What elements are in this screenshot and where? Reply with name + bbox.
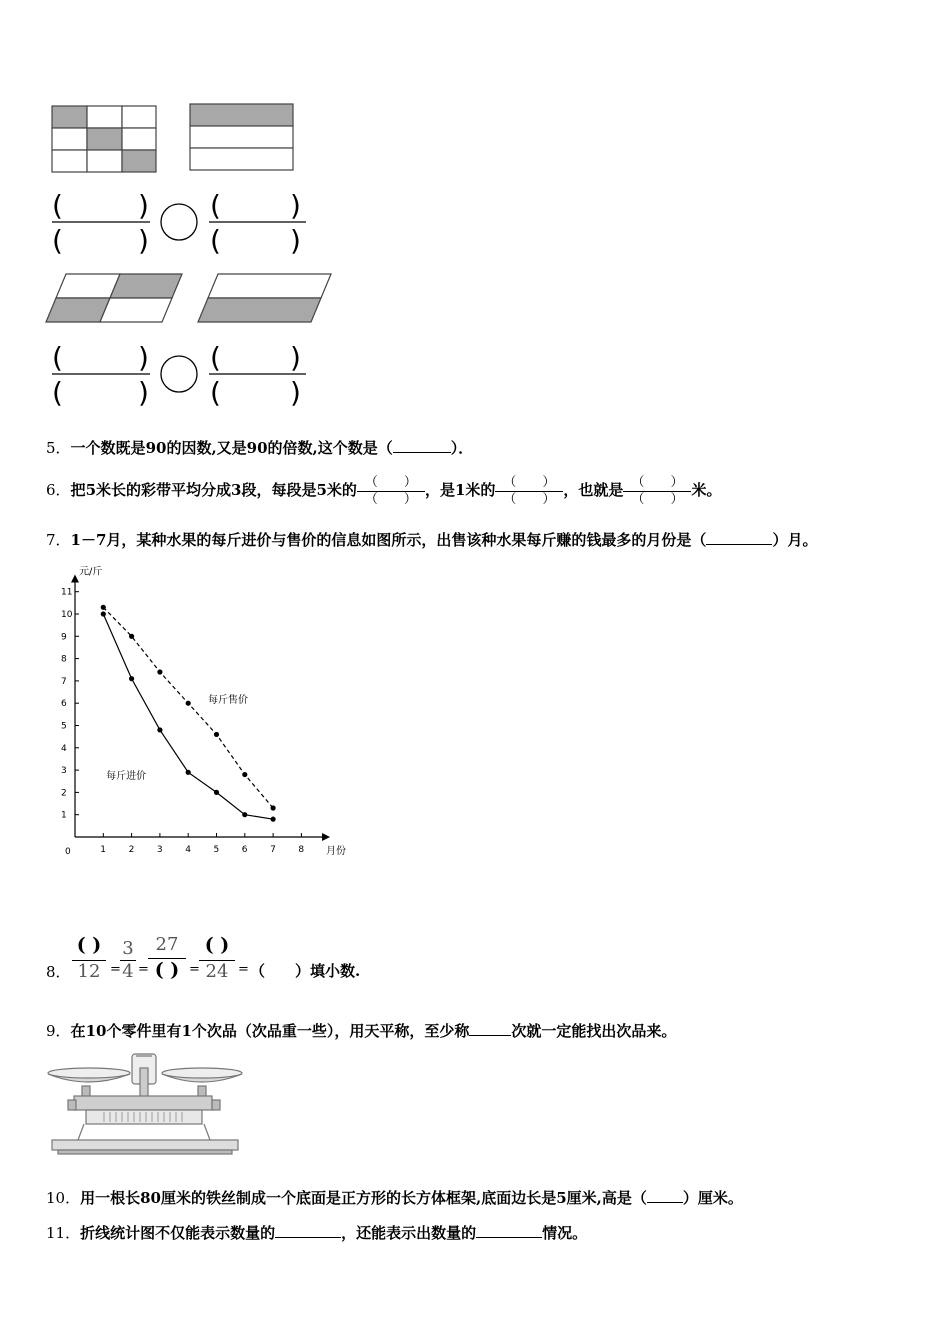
frac3-top: 27 <box>155 934 179 955</box>
frac4-bottom: 24 <box>205 961 229 982</box>
equals-sign: = <box>238 962 249 977</box>
price-line-chart <box>44 560 364 870</box>
y-tick-label: 3 <box>61 766 67 777</box>
data-point <box>242 772 247 777</box>
frac2-bottom: 4 <box>122 961 134 982</box>
y-tick-label: 2 <box>61 788 67 799</box>
question-number: 10． <box>46 1189 81 1207</box>
question-6 <box>46 470 721 510</box>
q7-text: 1－7月，某种水果的每斤进价与售价的信息如图所示，出售该种水果每斤赚的钱最多的月份是（ <box>70 531 707 549</box>
q6-text: 米。 <box>691 481 722 499</box>
q5-number: 90 <box>246 439 268 457</box>
fraction-4 <box>199 934 235 982</box>
frac2-top: 3 <box>122 938 134 959</box>
x-tick-label: 3 <box>156 845 163 855</box>
data-point <box>271 805 276 810</box>
q6-number: 1 <box>454 481 466 499</box>
q10-number: 80 <box>140 1189 161 1207</box>
data-point <box>214 732 219 737</box>
x-tick-label: 1 <box>100 845 107 855</box>
q5-text: ）． <box>450 439 474 457</box>
series-line-2 <box>103 614 273 819</box>
origin-label: 0 <box>65 847 71 857</box>
q6-text: 段，每段是 <box>241 481 317 499</box>
fraction-blank[interactable]: $\frac{( )}{( )}$ <box>623 475 691 508</box>
balance-scale-image <box>44 1050 244 1160</box>
fraction-row-1 <box>52 204 306 240</box>
q9-text: 个次品（次品重一些），用天平称，至少称 <box>191 1022 470 1040</box>
data-point <box>214 790 219 795</box>
fraction-1 <box>72 934 106 982</box>
data-point <box>186 701 191 706</box>
q10-text: 厘米,高是（ <box>566 1189 647 1207</box>
x-axis-arrow <box>322 833 330 841</box>
series-label-sale: 每斤售价 <box>208 695 249 707</box>
answer-blank[interactable] <box>476 1223 542 1238</box>
q11-text: ，还能表示出数量的 <box>341 1224 477 1242</box>
equals-sign: = <box>110 962 121 977</box>
fraction-3 <box>148 934 186 981</box>
parallelogram-quarters-shape <box>46 274 182 322</box>
paren-close: ) <box>138 224 149 257</box>
q10-number: 5 <box>556 1189 567 1207</box>
frac3-bottom[interactable]: ( ) <box>154 959 180 981</box>
q5-text: 的倍数,这个数是（ <box>267 439 393 457</box>
data-point <box>157 727 162 732</box>
q10-text: 用一根长 <box>80 1189 141 1207</box>
q11-text: 情况。 <box>542 1224 588 1242</box>
grid-3x3-shape <box>52 106 156 172</box>
paren-open: ( <box>210 224 221 257</box>
y-tick-label: 4 <box>61 743 67 754</box>
question-number: 7． <box>46 531 71 549</box>
paren-close: ) <box>138 376 149 409</box>
data-point <box>157 669 162 674</box>
frac1-bottom: 12 <box>77 961 101 982</box>
frac1-top[interactable]: ( ) <box>76 934 102 956</box>
answer-blank[interactable] <box>469 1021 511 1036</box>
x-tick-label: 2 <box>128 845 135 855</box>
paren-close: ) <box>290 376 301 409</box>
x-tick-label: 8 <box>298 845 305 855</box>
q10-text: 厘米的铁丝制成一个底面是正方形的长方体框架,底面边长是 <box>160 1189 557 1207</box>
q6-text: ，是 <box>424 481 455 499</box>
three-rows-shape <box>190 104 293 170</box>
y-tick-label: 11 <box>61 587 73 598</box>
data-point <box>242 812 247 817</box>
data-point <box>101 611 106 616</box>
fraction-2 <box>120 938 136 982</box>
q6-text: 米长的彩带平均分成 <box>96 481 232 499</box>
q7-text: ）月。 <box>772 531 818 549</box>
fraction-blank[interactable]: $\frac{( )}{( )}$ <box>495 475 563 508</box>
question-9 <box>46 1020 676 1041</box>
q9-text: 在 <box>70 1022 86 1040</box>
y-axis-arrow <box>71 575 79 583</box>
paren-close: ) <box>290 189 301 222</box>
paren-close: ) <box>290 224 301 257</box>
q6-number: 5 <box>85 481 96 499</box>
y-tick-label: 10 <box>61 610 73 620</box>
q10-text: ）厘米。 <box>682 1189 743 1207</box>
paren-open: ( <box>52 376 63 409</box>
paren-open: ( <box>210 376 221 409</box>
series-label-cost: 每斤进价 <box>106 771 147 783</box>
q11-text: 折线统计图不仅能表示数量的 <box>80 1224 276 1242</box>
question-number: 8． <box>46 963 71 981</box>
q6-text: 米的 <box>465 481 496 499</box>
answer-blank[interactable] <box>647 1188 683 1203</box>
question-5 <box>46 437 473 458</box>
question-10 <box>46 1187 743 1208</box>
question-11 <box>46 1222 587 1243</box>
question-number: 11． <box>46 1224 81 1242</box>
q6-number: 5 <box>316 481 327 499</box>
x-tick-label: 7 <box>270 845 276 855</box>
x-axis-label: 月份 <box>326 846 347 857</box>
y-axis-label: 元/斤 <box>79 566 103 578</box>
question-number: 5． <box>46 439 71 457</box>
paren-open: ( <box>52 189 63 222</box>
data-point <box>186 770 191 775</box>
parallelogram-halves-shape <box>198 274 331 322</box>
paren-open: ( <box>210 189 221 222</box>
question-number: 6． <box>46 481 71 499</box>
q9-text: 个零件里有 <box>106 1022 182 1040</box>
paren-close: ) <box>138 189 149 222</box>
paren-open: ( <box>52 341 63 374</box>
y-tick-label: 9 <box>61 632 67 643</box>
frac4-top[interactable]: ( ) <box>204 934 230 956</box>
y-tick-label: 5 <box>61 721 67 732</box>
y-tick-label: 8 <box>61 654 67 665</box>
x-tick-label: 4 <box>185 845 191 855</box>
fraction-row-2 <box>52 356 306 392</box>
q9-text: 次就一定能找出次品来。 <box>511 1022 677 1040</box>
q6-text: 米的 <box>326 481 357 499</box>
paren-close: ) <box>138 341 149 374</box>
q8-tail[interactable]: （ ）填小数. <box>250 962 361 980</box>
data-point <box>129 634 134 639</box>
data-point <box>101 605 106 610</box>
q9-number: 10 <box>85 1022 107 1040</box>
paren-close: ) <box>290 341 301 374</box>
x-tick-label: 6 <box>241 845 248 855</box>
q5-text: 的因数,又是 <box>166 439 247 457</box>
q6-text: 把 <box>70 481 86 499</box>
paren-open: ( <box>52 224 63 257</box>
fraction-comparison-figure <box>44 98 344 418</box>
q6-number: 3 <box>231 481 242 499</box>
answer-blank[interactable] <box>393 438 451 453</box>
question-7 <box>46 529 817 550</box>
q9-number: 1 <box>181 1022 192 1040</box>
y-tick-label: 7 <box>61 676 67 687</box>
y-tick-label: 1 <box>61 810 67 821</box>
answer-blank[interactable] <box>706 530 772 545</box>
equals-sign: = <box>138 962 149 977</box>
question-number: 9． <box>46 1022 71 1040</box>
fraction-blank[interactable]: $\frac{( )}{( )}$ <box>357 475 425 508</box>
x-tick-label: 5 <box>213 845 220 855</box>
q5-number: 90 <box>145 439 167 457</box>
q6-text: ，也就是 <box>563 481 624 499</box>
data-point <box>129 676 134 681</box>
q5-text: 一个数既是 <box>70 439 146 457</box>
data-point <box>271 817 276 822</box>
y-tick-label: 6 <box>61 699 67 710</box>
equals-sign: = <box>189 962 200 977</box>
answer-blank[interactable] <box>275 1223 341 1238</box>
paren-open: ( <box>210 341 221 374</box>
